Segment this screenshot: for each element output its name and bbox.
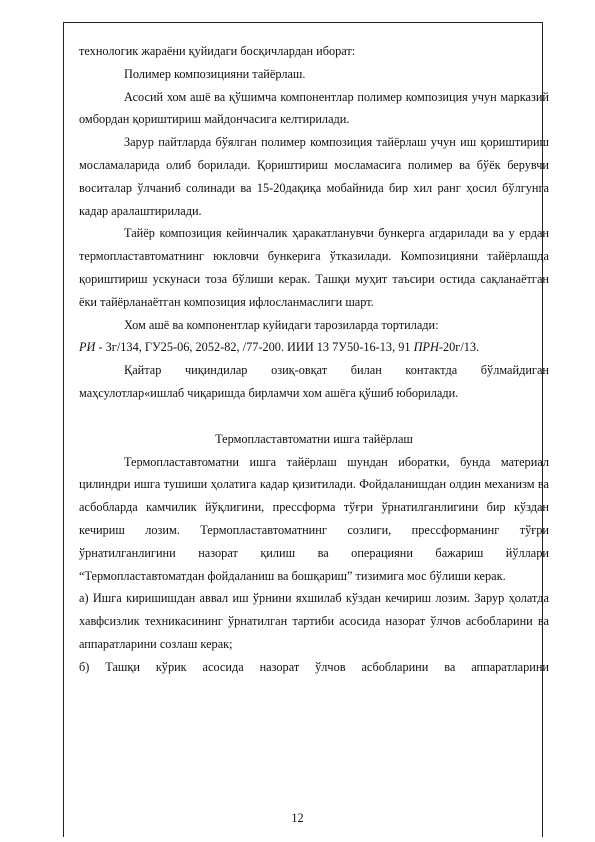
spacer [79,405,549,428]
paragraph-bunker: Тайёр композиция кейинчалик ҳаракатланувчи бункерга агдарилади ва у ердан термопластавтоматнинг юкловчи бункерига ўтказилади. Композицияни тайёрлашда қориштириш ускунаси тоза бўлиши керак. Ташқи муҳит таъсири остида сақланаётган ёки тайёрланаётган композиция ифлосланмаслиги шарт. [79,226,549,309]
paragraph-waste: Қайтар чиқиндилар озиқ-овқат билан контактда бўлмайдиган маҳсулотлар«ишлаб чиқаришда бирламчи хом ашёга қўшиб юборилади. [79,363,549,400]
scale-code-1: РИ [79,340,96,355]
page-number: 12 [291,811,304,825]
scale-list-tail: -20г/13. [438,340,480,355]
document-body [79,40,549,679]
paragraph-intro: технологик жараёни қуйидаги босқичлардан иборат: [79,44,356,58]
paragraph-machine-prep: Термопластавтоматни ишга тайёрлаш шундан иборатки, бунда материал цилиндри ишга тушиши ҳолатига кадар қизитилади. Фойдаланишдан олдин механизм ва асбобларда камчилик йўқлигини, прессформа тўғри ўрнатилганлигини бир кўздан кечириш лозим. Термопластавтоматнинг созлиги, прессформанинг тўғри ўрнатилганлигини назорат қилиш ва операцияни бажариш йўллари “Термопластавтоматдан фойдаланиш ва бошқариш” тизимига мос бўлиши керак. [79,454,549,583]
paragraph-raw-materials: Асосий хом ашё ва қўшимча компонентлар полимер композиция учун марказий омбордан қориштириш майдончасига келтирилади. [79,89,549,127]
scale-list-text: - Зг/134, ГУ25-06, 2052-82, /77-200. ИИИ 13 7У50-16-13, 91 [95,340,414,355]
section-heading: Термопластавтоматни ишга тайёрлаш [215,431,413,446]
paragraph-mixing: Зарур пайтларда бўялган полимер композиция тайёрлаш учун иш қориштириш мосламаларида олиб борилади. Қориштириш мосламасига полимер ва бўёк берувчи воситалар ўлчаниб солинади ва 15-20дақиқа мобайнида бир хил ранг ҳосил бўлгунга кадар аралаштирилади. [79,135,549,218]
list-item-a: а) Ишга киришишдан аввал иш ўрнини яхшилаб кўздан кечириш лозим. Зарур ҳолатда хавфсизлик техникасининг ўрнатилган тартиби асосида назорат ўлчов асбобларини ва аппаратларини созлаш керак; [79,591,549,651]
scale-code-2: ПРН [413,340,439,355]
paragraph-scales-list [79,336,549,359]
list-item-b: б) Ташқи кўрик асосида назорат ўлчов асбобларини ва аппаратларини [79,659,549,674]
paragraph-step-title: Полимер композицияни тайёрлаш. [124,66,306,81]
paragraph-weighing: Хом ашё ва компонентлар куйидаги тарозиларда тортилади: [124,317,439,332]
